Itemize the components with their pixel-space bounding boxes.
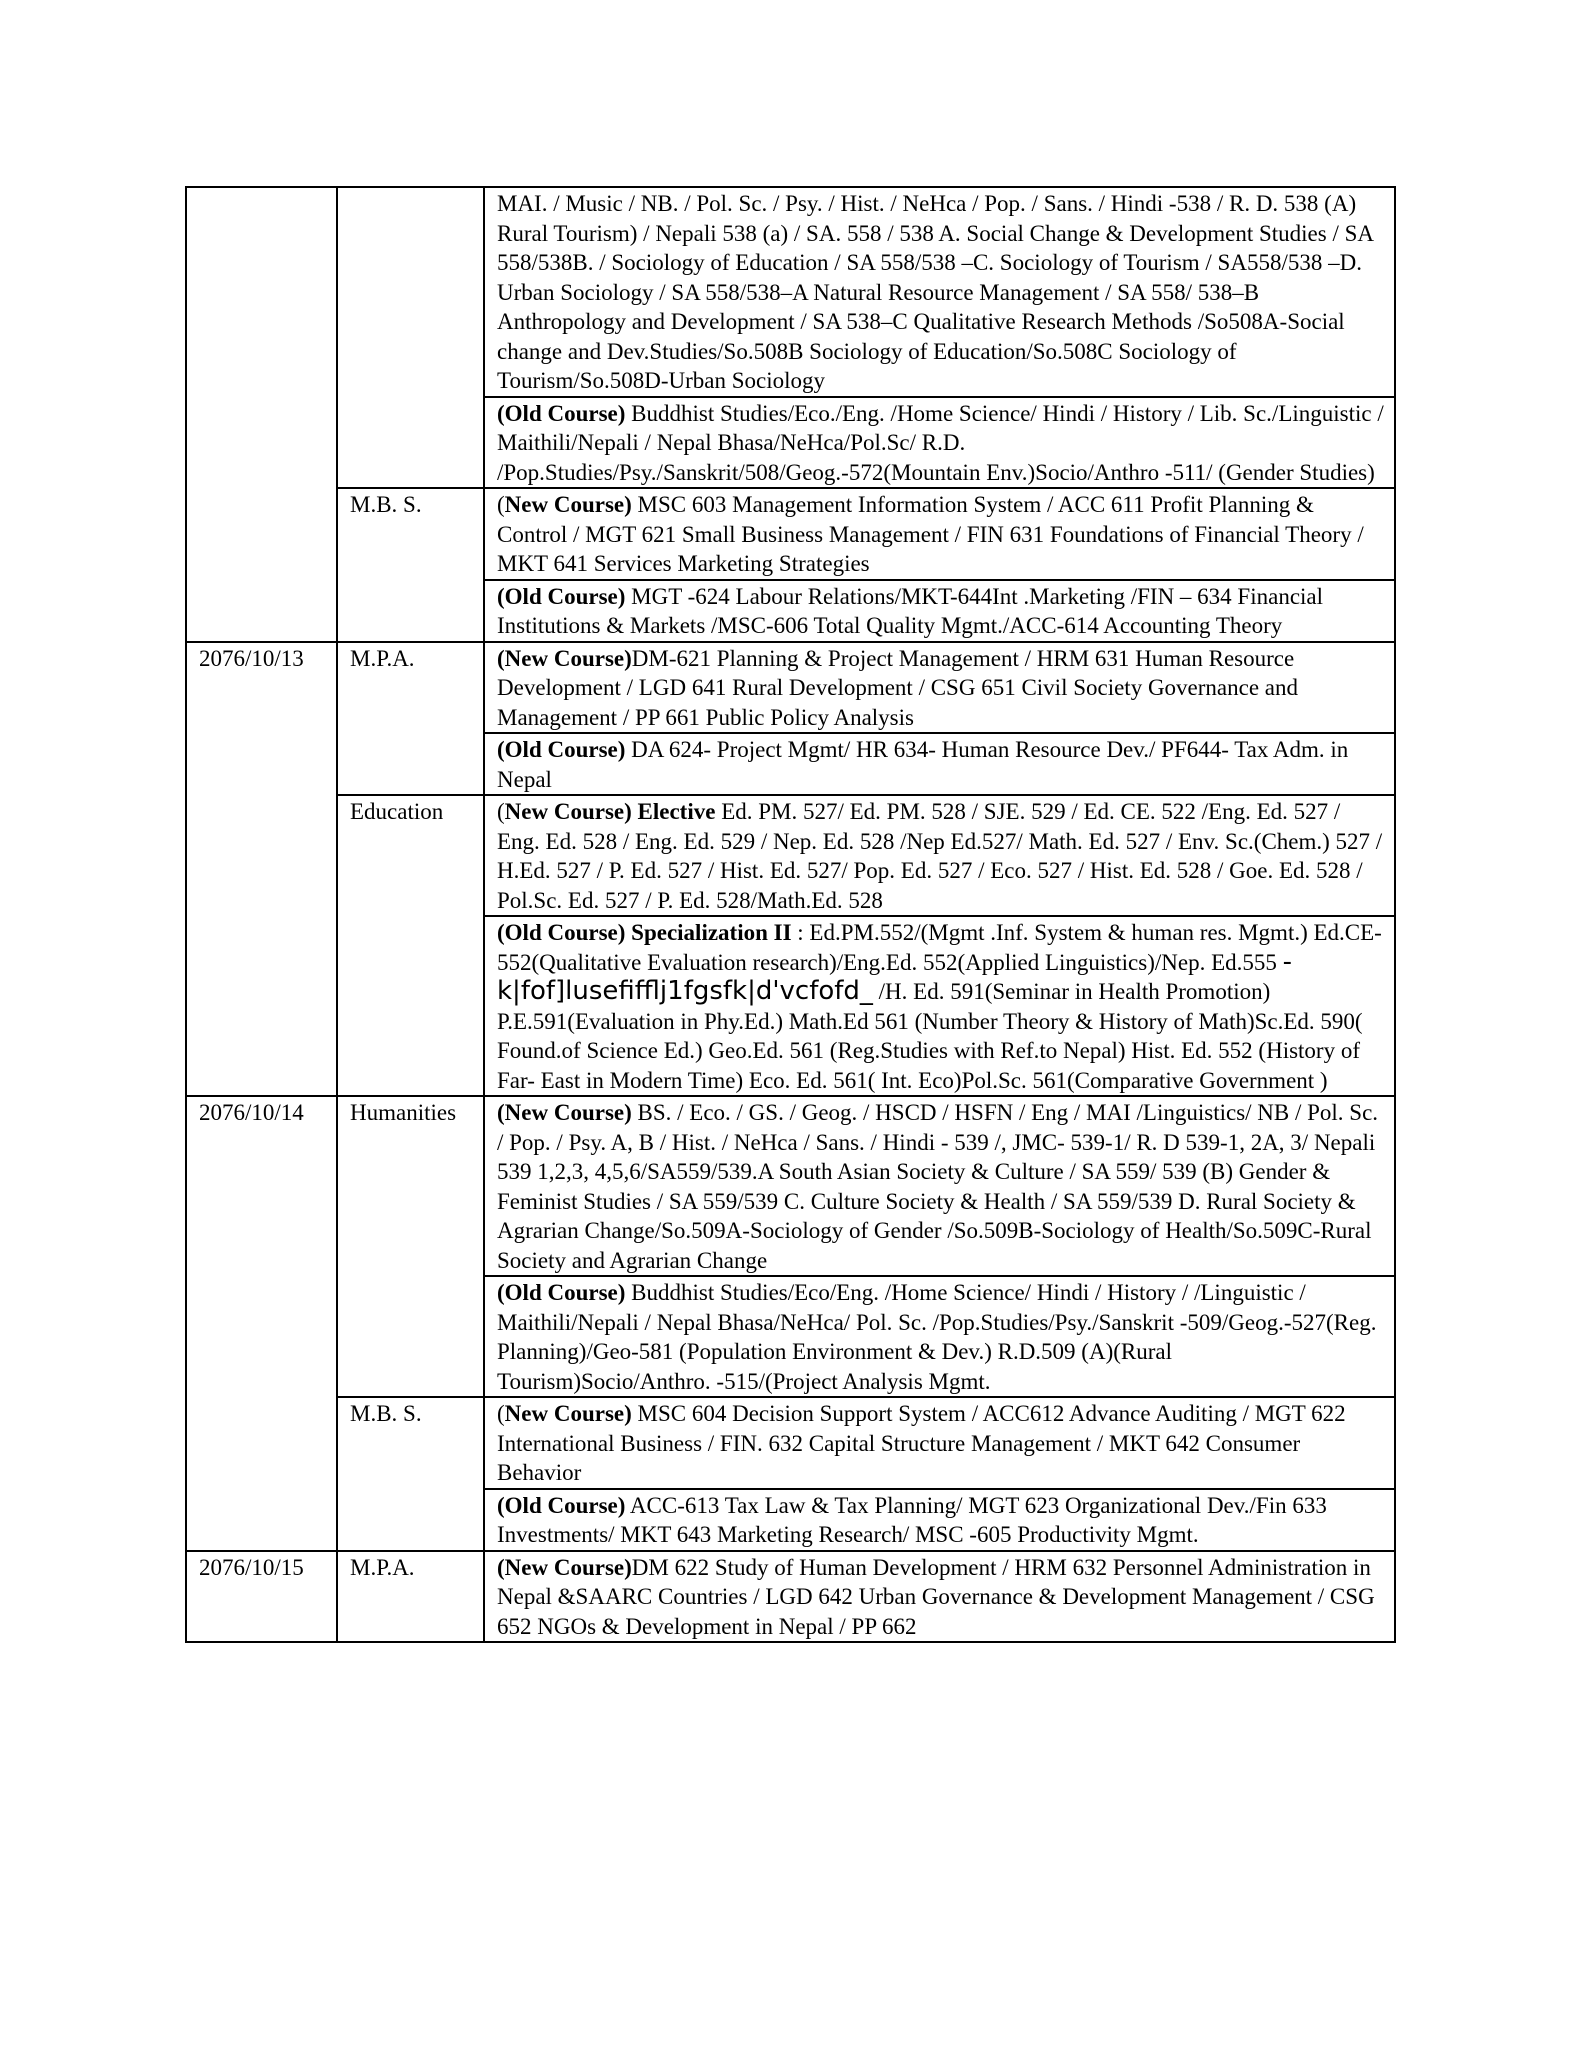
table-row bbox=[186, 187, 1395, 397]
course-text: DM-621 Planning & Project Management / HRM 631 Human Resource Development / LGD 641 Rural Development / CSG 651 Civil Society Governance and Management / PP 661 Public Policy Analysis bbox=[497, 645, 1299, 730]
old-course-cell bbox=[484, 733, 1395, 795]
paren: ( bbox=[497, 1401, 505, 1426]
new-course-cell bbox=[484, 1551, 1395, 1643]
new-course-label: (New Course) bbox=[497, 1554, 632, 1580]
table-row bbox=[186, 488, 1395, 580]
table-row bbox=[186, 1096, 1395, 1276]
program-cell: Education bbox=[337, 795, 484, 1096]
old-course-cell bbox=[484, 580, 1395, 642]
paren: ( bbox=[497, 799, 505, 824]
course-text: : Ed.PM.552/(Mgmt .Inf. System & human res. Mgmt.) Ed.CE-552(Qualitative Evaluation research)/Eng.Ed. 552(Applied Linguistics)/Nep. Ed.555 bbox=[497, 920, 1382, 975]
course-text: Buddhist Studies/Eco/Eng. /Home Science/ Hindi / History / /Linguistic / Maithili/Nepali / Nepal Bhasa/NeHca/ Pol. Sc. /Pop.Studies/Psy./Sanskrit -509/Geog.-527(Reg. Planning)/Geo-581 (Population Environment & Dev.) R.D.509 (A)(Rural Tourism)Socio/Anthro. -515/(Project Analysis Mgmt. bbox=[497, 1280, 1377, 1394]
course-text: Ed. PM. 527/ Ed. PM. 528 / SJE. 529 / Ed. CE. 522 /Eng. Ed. 527 / Eng. Ed. 528 / Eng. Ed. 529 / Nep. Ed. 528 /Nep Ed.527/ Math. Ed. 527 / Env. Sc.(Chem.) 527 / H.Ed. 527 / P. Ed. 527 / Hist. Ed. 527/ Pop. Ed. 527 / Eco. 527 / Hist. Ed. 528 / Goe. Ed. 528 / Pol.Sc. Ed. 527 / P. Ed. 528/Math.Ed. 528 bbox=[497, 799, 1383, 913]
old-course-cell bbox=[484, 397, 1395, 489]
course-text: MSC 604 Decision Support System / ACC612 Advance Auditing / MGT 622 International Business / FIN. 632 Capital Structure Management / MKT 642 Consumer Behavior bbox=[497, 1401, 1346, 1485]
program-cell: M.P.A. bbox=[337, 1551, 484, 1643]
old-course-label: (Old Course) bbox=[497, 1280, 626, 1305]
new-course-cell bbox=[484, 1397, 1395, 1489]
program-cell: M.B. S. bbox=[337, 488, 484, 642]
table-row bbox=[186, 642, 1395, 734]
course-text: MSC 603 Management Information System / ACC 611 Profit Planning & Control / MGT 621 Small Business Management / FIN 631 Foundations of Financial Theory / MKT 641 Services Marketing Strategies bbox=[497, 492, 1364, 576]
date-cell: 2076/10/13 bbox=[186, 642, 337, 1097]
new-course-cell bbox=[484, 1096, 1395, 1276]
legacy-font-text: -k|fof]lusefifflj1fgsfk|d'vcfofd_ bbox=[497, 946, 1293, 1006]
program-cell: M.P.A. bbox=[337, 642, 484, 796]
new-course-cell bbox=[484, 642, 1395, 734]
course-text: MGT -624 Labour Relations/MKT-644Int .Marketing /FIN – 634 Financial Institutions & Markets /MSC-606 Total Quality Mgmt./ACC-614 Accounting Theory bbox=[497, 583, 1324, 638]
paren: ( bbox=[497, 492, 505, 517]
date-cell bbox=[186, 187, 337, 642]
date-cell: 2076/10/15 bbox=[186, 1551, 337, 1643]
program-cell bbox=[337, 187, 484, 488]
old-course-label: (Old Course) bbox=[497, 737, 626, 762]
old-course-label: (Old Course) Specialization II bbox=[497, 920, 792, 945]
course-text: DM 622 Study of Human Development / HRM 632 Personnel Administration in Nepal &SAARC Countries / LGD 642 Urban Governance & Development Management / CSG 652 NGOs & Development in Nepal / PP 662 bbox=[497, 1554, 1375, 1639]
old-course-cell bbox=[484, 1276, 1395, 1397]
table-row bbox=[186, 795, 1395, 916]
program-cell: Humanities bbox=[337, 1096, 484, 1397]
old-course-label: (Old Course) bbox=[497, 583, 626, 609]
new-course-label: (New Course) bbox=[497, 645, 632, 671]
old-course-cell bbox=[484, 1489, 1395, 1551]
new-course-label: New Course) Elective bbox=[504, 799, 716, 824]
course-text: /H. Ed. 591(Seminar in Health Promotion) P.E.591(Evaluation in Phy.Ed.) Math.Ed 561 (Number Theory & History of Math)Sc.Ed. 590( Found.of Science Ed.) Geo.Ed. 561 (Reg.Studies with Ref.to Nepal) Hist. Ed. 552 (History of Far- East in Modern Time) Eco. Ed. 561( Int. Eco)Pol.Sc. 561(Comparative Government ) bbox=[497, 979, 1363, 1093]
program-cell: M.B. S. bbox=[337, 1397, 484, 1551]
new-course-cell bbox=[484, 187, 1395, 397]
course-text: Buddhist Studies/Eco./Eng. /Home Science/ Hindi / History / Lib. Sc./Linguistic / Maithili/Nepali / Nepal Bhasa/NeHca/Pol.Sc/ R.D. /Pop.Studies/Psy./Sanskrit/508/Geog.-572(Mountain Env.)Socio/Anthro -511/ (Gender Studies) bbox=[497, 400, 1384, 485]
course-text: DA 624- Project Mgmt/ HR 634- Human Resource Dev./ PF644- Tax Adm. in Nepal bbox=[497, 737, 1349, 792]
exam-schedule-table bbox=[185, 186, 1396, 1643]
old-course-cell bbox=[484, 916, 1395, 1096]
old-course-label: (Old Course) bbox=[497, 400, 626, 426]
old-course-label: (Old Course) bbox=[497, 1492, 626, 1518]
course-text: ACC-613 Tax Law & Tax Planning/ MGT 623 Organizational Dev./Fin 633 Investments/ MKT 643 Marketing Research/ MSC -605 Productivity Mgmt. bbox=[497, 1492, 1327, 1547]
table-row bbox=[186, 1551, 1395, 1643]
new-course-label: New Course) bbox=[504, 1401, 632, 1426]
table-row bbox=[186, 1397, 1395, 1489]
new-course-cell bbox=[484, 795, 1395, 916]
new-course-label: (New Course) bbox=[497, 1100, 632, 1125]
course-text: BS. / Eco. / GS. / Geog. / HSCD / HSFN / Eng / MAI /Linguistics/ NB / Pol. Sc. / Pop. / Psy. A, B / Hist. / NeHca / Sans. / Hindi - 539 /, JMC- 539-1/ R. D 539-1, 2A, 3/ Nepali 539 1,2,3, 4,5,6/SA559/539.A South Asian Society & Culture / SA 559/ 539 (B) Gender & Feminist Studies / SA 559/539 C. Culture Society & Health / SA 559/539 D. Rural Society & Agrarian Change/So.509A-Sociology of Gender /So.509B-Sociology of Health/So.509C-Rural Society and Agrarian Change bbox=[497, 1100, 1379, 1273]
new-course-label: New Course) bbox=[504, 492, 632, 517]
date-cell: 2076/10/14 bbox=[186, 1096, 337, 1551]
course-text: MAI. / Music / NB. / Pol. Sc. / Psy. / Hist. / NeHca / Pop. / Sans. / Hindi -538 / R. D. 538 (A) Rural Tourism) / Nepali 538 (a) / SA. 558 / 538 A. Social Change & Development Studies / SA 558/538B. / Sociology of Education / SA 558/538 –C. Sociology of Tourism / SA558/538 –D. Urban Sociology / SA 558/538–A Natural Resource Management / SA 558/ 538–B Anthropology and Development / SA 538–C Qualitative Research Methods /So508A-Social change and Dev.Studies/So.508B Sociology of Education/So.508C Sociology of Tourism/So.508D-Urban Sociology bbox=[497, 191, 1373, 393]
new-course-cell bbox=[484, 488, 1395, 580]
